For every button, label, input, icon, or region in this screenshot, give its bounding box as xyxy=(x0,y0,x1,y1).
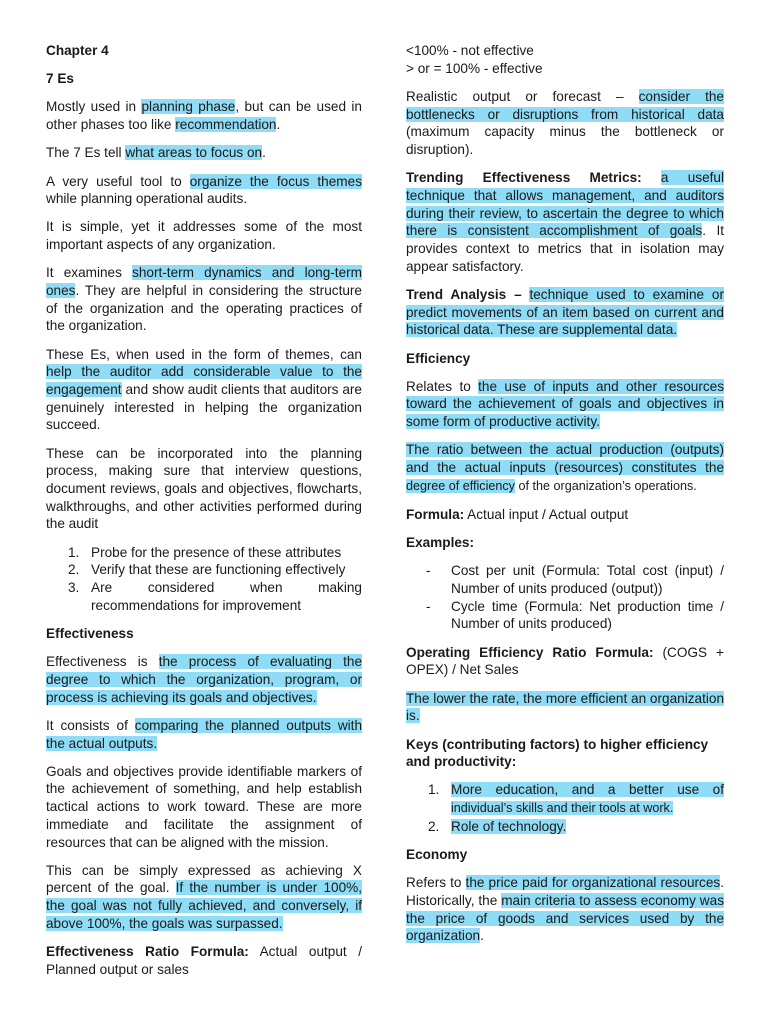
list-item: - Cycle time (Formula: Net production time / Number of units produced) xyxy=(426,598,724,632)
highlight: main criteria to assess economy was the price of goods and services used by the organization xyxy=(406,892,724,944)
paragraph xyxy=(406,690,724,725)
highlight: recommendation xyxy=(175,117,277,133)
numbered-list xyxy=(406,781,724,835)
list-item: 1. Probe for the presence of these attributes xyxy=(68,544,342,560)
paragraph: Mostly used in planning phase, but can be used in other phases too like recommendation. xyxy=(46,99,362,133)
paragraph: This can be simply expressed as achieving X percent of the goal. If the number is under 100%, the goal was not fully achieved, and conversely, if above 100%, the goals was surpassed. xyxy=(46,862,362,931)
paragraph: A very useful tool to organize the focus themes while planning operational audits. xyxy=(46,173,362,207)
left-column xyxy=(46,42,362,989)
right-column xyxy=(406,42,724,956)
highlight: a useful technique that allows management, and auditors during their review, to ascertain the degree to which there is consistent accomplishment of goals xyxy=(406,170,724,239)
paragraph: These Es, when used in the form of themes, can help the auditor add considerable value to the engagement and show audit clients that auditors are genuinely interested in helping the organization succeed. xyxy=(46,346,362,433)
highlight: short-term dynamics and long-term ones xyxy=(46,265,362,299)
formula-label: Effectiveness Ratio Formula: xyxy=(46,944,249,960)
heading-effectiveness: Effectiveness xyxy=(46,625,134,641)
highlight: planning phase xyxy=(141,99,236,115)
paragraph: <100% - not effective > or = 100% - effective xyxy=(406,43,543,76)
highlight: help the auditor add considerable value to the engagement xyxy=(46,364,362,398)
paragraph: These can be incorporated into the planning process, making sure that interview questions, document reviews, goals and objectives, flowcharts, walkthroughs, and other activities performed during the audit xyxy=(46,445,362,532)
section-title-7es: 7 Es xyxy=(46,71,74,87)
term-label: Trend Analysis – xyxy=(406,286,522,302)
highlight: More education, and a better use of xyxy=(451,782,724,798)
paragraph: It consists of comparing the planned outputs with the actual outputs. xyxy=(46,717,362,751)
list-item: 2. Role of technology. xyxy=(428,818,567,834)
heading-keys: Keys (contributing factors) to higher efficiency and productivity: xyxy=(406,736,709,770)
highlight: the use of inputs and other resources toward the achievement of goals and objectives in some form of productive activity. xyxy=(406,378,725,430)
paragraph: Formula: Actual input / Actual output xyxy=(406,506,629,522)
highlight: the process of evaluating the degree to which the organization, program, or process is achieving its goals and objectives. xyxy=(46,654,362,705)
paragraph: Operating Efficiency Ratio Formula: (COGS + OPEX) / Net Sales xyxy=(406,644,724,678)
list-item: - Cost per unit (Formula: Total cost (input) / Number of units produced (output)) xyxy=(426,563,724,597)
paragraph: The 7 Es tell what areas to focus on. xyxy=(46,145,266,161)
paragraph: It examines short-term dynamics and long-term ones. They are helpful in considering the structure of the organization and the operating practices of the organization. xyxy=(46,265,362,334)
highlight: technique used to examine or predict movements of an item based on current and historical data. These are supplemental data. xyxy=(406,286,724,338)
formula-label: Operating Efficiency Ratio Formula: xyxy=(406,644,654,660)
highlight: individual’s skills and their tools at work. xyxy=(451,801,674,816)
numbered-list xyxy=(46,544,362,615)
highlight: organize the focus themes xyxy=(189,173,362,189)
list-item: 3. Are considered when making recommendations for improvement xyxy=(68,580,362,613)
formula-label: Formula: xyxy=(406,506,465,522)
chapter-label: Chapter 4 xyxy=(46,43,109,58)
paragraph: Goals and objectives provide identifiable markers of the achievement of something, and help establish tactical actions to work toward. These are more immediate and facilitate the assignment of resources that can be aligned with the mission. xyxy=(46,763,362,850)
paragraph: The ratio between the actual production (outputs) and the actual inputs (resources) constitutes the degree of efficiency of the organization’s operations. xyxy=(406,442,724,493)
highlight: degree of efficiency xyxy=(406,478,515,493)
paragraph: Effectiveness is the process of evaluating the degree to which the organization, program, or process is achieving its goals and objectives. xyxy=(46,654,362,705)
heading-examples: Examples: xyxy=(406,535,475,551)
paragraph: Realistic output or forecast – consider the bottlenecks or disruptions from historical data (maximum capacity minus the bottleneck or disruption). xyxy=(406,88,724,158)
heading-efficiency: Efficiency xyxy=(406,350,471,366)
paragraph: Effectiveness Ratio Formula: Actual output / Planned output or sales xyxy=(46,944,362,977)
list-item: 2. Verify that these are functioning effectively xyxy=(68,562,346,578)
heading-economy: Economy xyxy=(406,847,468,863)
term-label: Trending Effectiveness Metrics: xyxy=(406,170,642,186)
highlight: The lower the rate, the more efficient an organization is. xyxy=(406,690,724,724)
highlight: the price paid for organizational resources xyxy=(465,875,721,891)
highlight: Role of technology. xyxy=(451,818,567,834)
paragraph: Relates to the use of inputs and other resources toward the achievement of goals and objectives in some form of productive activity. xyxy=(406,378,725,430)
highlight: The ratio between the actual production (outputs) and the actual inputs (resources) constitutes the xyxy=(406,442,724,476)
paragraph: It is simple, yet it addresses some of the most important aspects of any organization. xyxy=(46,219,362,253)
highlight: what areas to focus on xyxy=(125,145,263,161)
paragraph: Refers to the price paid for organizational resources. Historically, the main criteria to assess economy was the price of goods and services used by the organization. xyxy=(406,875,724,944)
list-item: 1. More education, and a better use of individual’s skills and their tools at work. xyxy=(428,782,724,816)
paragraph: Trending Effectiveness Metrics: a useful technique that allows management, and auditors during their review, to ascertain the degree to which there is consistent accomplishment of goals. It provides context to metrics that in isolation may appear satisfactory. xyxy=(406,170,724,274)
dash-list xyxy=(406,562,724,633)
highlight: consider the bottlenecks or disruptions from historical data xyxy=(406,88,724,122)
highlight: If the number is under 100%, the goal was not fully achieved, and conversely, if above 100%, the goals was surpassed. xyxy=(46,880,362,931)
highlight: comparing the planned outputs with the actual outputs. xyxy=(46,717,362,751)
paragraph xyxy=(406,286,724,339)
